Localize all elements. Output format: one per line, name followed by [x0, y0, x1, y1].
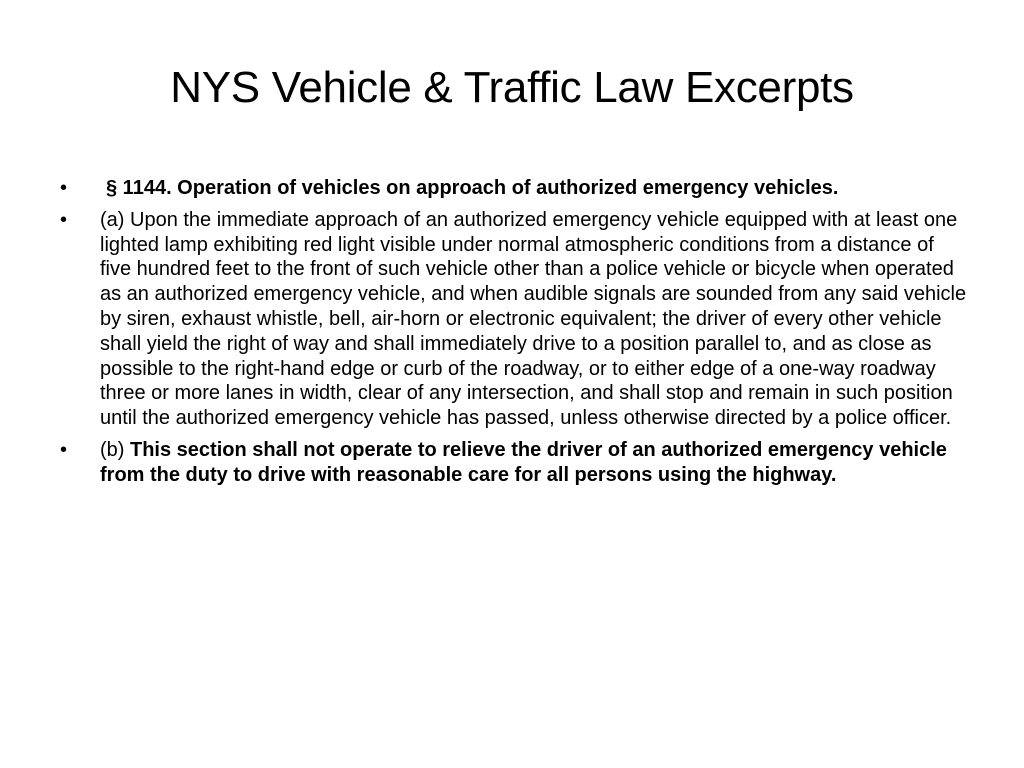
slide-title: NYS Vehicle & Traffic Law Excerpts: [170, 63, 854, 112]
bullet-icon: •: [60, 438, 68, 461]
section-heading: § 1144. Operation of vehicles on approach of authorized emergency vehicles.: [106, 177, 839, 199]
subsection-b-prefix: (b): [100, 438, 130, 461]
list-item: [60, 438, 970, 488]
bullet-icon: •: [60, 208, 68, 231]
subsection-a-text: (a) Upon the immediate approach of an authorized emergency vehicle equipped with at least one lighted lamp exhibiting red light visible under normal atmospheric conditions from a distance of five hundred feet to the front of such vehicle other than a police vehicle or bicycle when operated as an authorized emergency vehicle, and when audible signals are sounded from any said vehicle by siren, exhaust whistle, bell, air-horn or electronic equivalent; the driver of every other vehicle shall yield the right of way and shall immediately drive to a position parallel to, and as close as possible to the right-hand edge or curb of the roadway, or to either edge of a one-way roadway three or more lanes in width, clear of any intersection, and shall stop and remain in such position until the authorized emergency vehicle has passed, unless otherwise directed by a police officer.: [100, 208, 967, 430]
list-item: [60, 176, 970, 201]
subsection-b-text: This section shall not operate to relieve the driver of an authorized emergency vehicle from the duty to drive with reasonable care for all persons using the highway.: [100, 438, 947, 486]
bullet-list: [60, 176, 970, 495]
bullet-icon: •: [60, 177, 68, 199]
list-item: [60, 208, 970, 431]
